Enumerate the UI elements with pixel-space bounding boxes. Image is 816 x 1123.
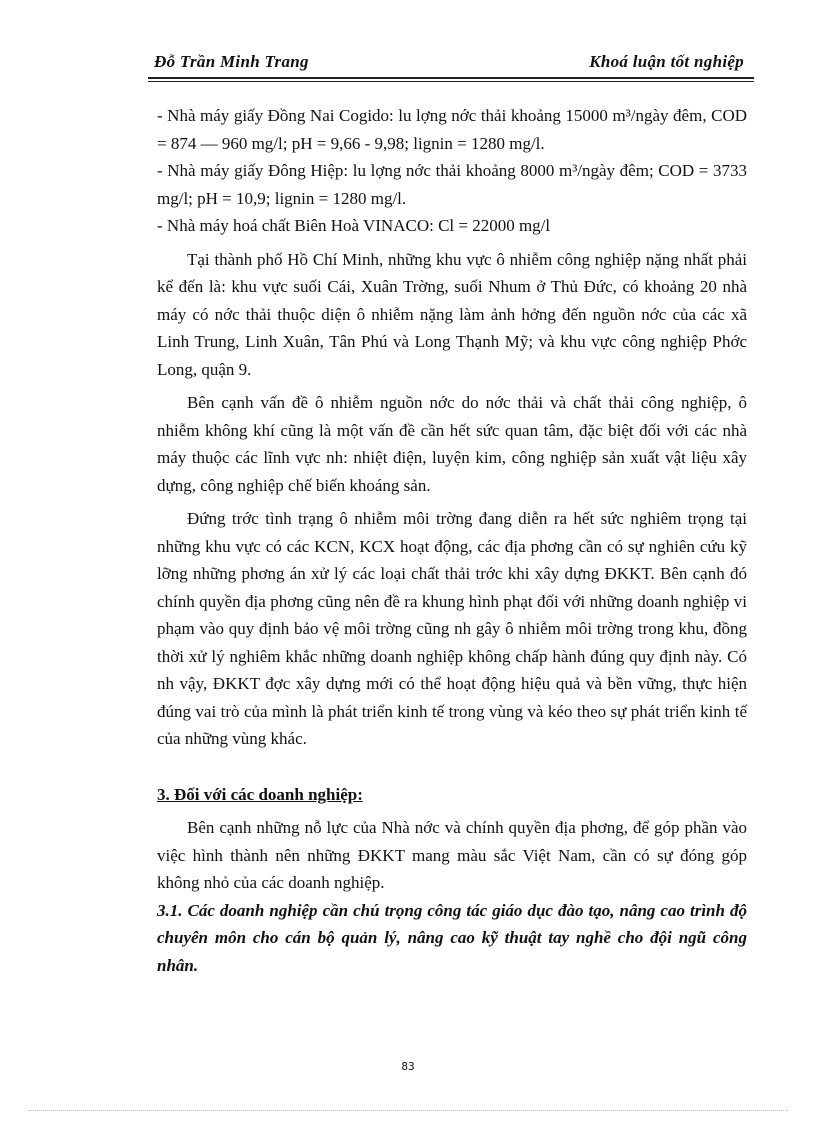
paragraph-hcmc: Tại thành phố Hồ Chí Minh, những khu vực ô nhiễm công nghiệp nặng nhất phải kể đến là: khu vực suối Cái, Xuân Trờng, suối Nhum ở Thủ Đức, có khoảng 20 nhà máy có nớc thải thuộc diện ô nhiễm nặng làm ảnh hởng đến nguồn nớc của các xã Linh Trung, Linh Xuân, Tân Phú và Long Thạnh Mỹ; và khu vực công nghiệp Phớc Long, quận 9. xyxy=(157,249,747,379)
document-body xyxy=(157,102,747,979)
subsection-heading: 3.1. Các doanh nghiệp cần chú trọng công tác giáo dục đào tạo, nâng cao trình độ chuyên môn cho cán bộ quản lý, nâng cao kỹ thuật tay nghề cho đội ngũ công nhân. xyxy=(157,900,747,975)
paragraph-vinaco: - Nhà máy hoá chất Biên Hoà VINACO: Cl = 22000 mg/l xyxy=(157,216,551,235)
paragraph-recommendations: Đứng trớc tình trạng ô nhiễm môi trờng đang diễn ra hết sức nghiêm trọng tại những khu vực có các KCN, KCX hoạt động, các địa phơng cần có sự nghiên cứu kỹ lỡng những phơng án xử lý các loại chất thải trớc khi xây dựng ĐKKT. Bên cạnh đó chính quyền địa phơng cũng nên đề ra khung hình phạt đối với những doanh nghiệp vi phạm vào quy định bảo vệ môi trờng cũng nh gây ô nhiễm môi trờng trong khu, đồng thời xử lý nghiêm khắc những doanh nghiệp không chấp hành đúng quy định này. Có nh vậy, ĐKKT đợc xây dựng mới có thể hoạt động hiệu quả và bền vững, thực hiện đúng vai trò của mình là phát triển kinh tế trong vùng và kéo theo sự phát triển kinh tế của những vùng khác. xyxy=(157,509,747,748)
page-number: 83 xyxy=(401,1060,415,1073)
paragraph-cogido: - Nhà máy giấy Đồng Nai Cogido: lu lợng nớc thải khoảng 15000 m³/ngày đêm, COD = 874 — 960 mg/l; pH = 9,66 - 9,98; lignin = 1280 mg/l. xyxy=(157,106,747,153)
header-title: Khoá luận tốt nghiệp xyxy=(589,52,744,71)
page-header xyxy=(148,50,754,78)
header-author: Đỗ Trần Minh Trang xyxy=(154,52,309,71)
paragraph-enterprises: Bên cạnh những nỗ lực của Nhà nớc và chính quyền địa phơng, để góp phần vào việc hình thành nên những ĐKKT mang màu sắc Việt Nam, cần có sự đóng góp không nhỏ của các doanh nghiệp. xyxy=(157,818,747,892)
page-bottom-divider xyxy=(28,1110,788,1111)
paragraph-air-pollution: Bên cạnh vấn đề ô nhiễm nguồn nớc do nớc thải và chất thải công nghiệp, ô nhiễm không khí cũng là một vấn đề cần hết sức quan tâm, đặc biệt đối với các nhà máy thuộc các lĩnh vực nh: nhiệt điện, luyện kim, công nghiệp sản xuất vật liệu xây dựng, công nghiệp chế biến khoáng sản. xyxy=(157,393,747,495)
header-rule xyxy=(148,77,754,82)
section-heading: 3. Đối với các doanh nghiệp: xyxy=(157,784,363,804)
paragraph-dong-hiep: - Nhà máy giấy Đông Hiệp: lu lợng nớc thải khoảng 8000 m³/ngày đêm; COD = 3733 mg/l; pH = 10,9; lignin = 1280 mg/l. xyxy=(157,161,747,208)
